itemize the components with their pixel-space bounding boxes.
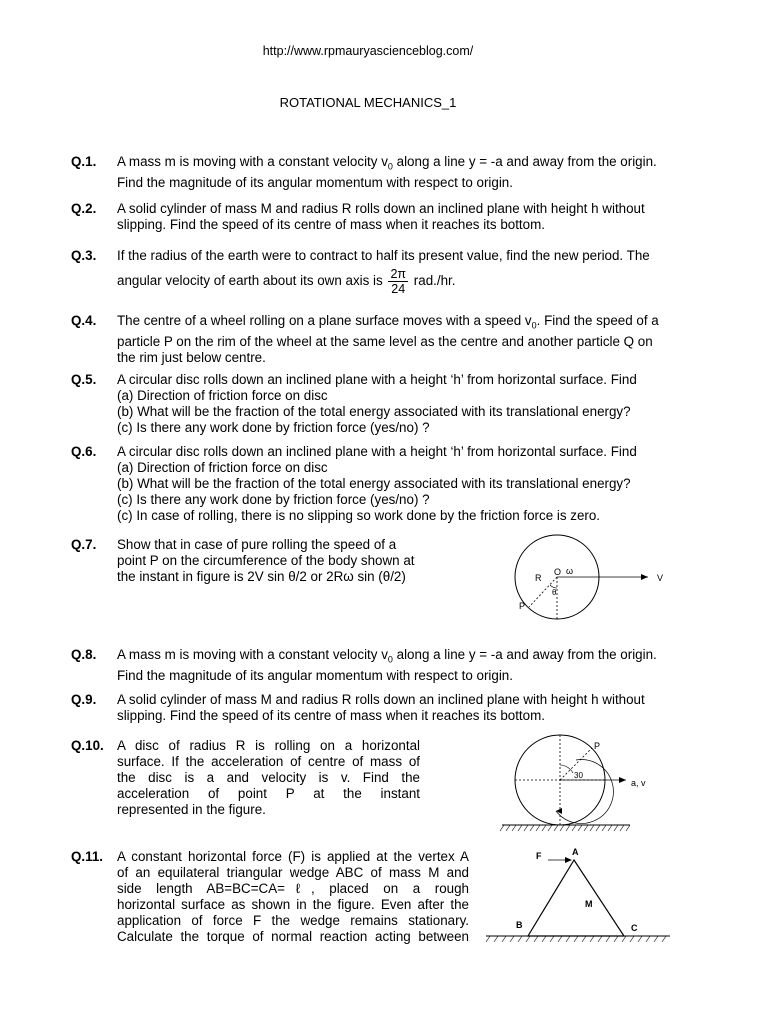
label-F: F: [536, 851, 542, 861]
question-text: [117, 537, 420, 585]
question-line: The centre of a wheel rolling on a plane surface moves with a speed $v_0$. Find the speed of a: [117, 313, 659, 331]
question-line: (a) Direction of friction force on disc: [117, 388, 328, 403]
label-C: C: [631, 923, 638, 933]
question-number: Q.3.: [71, 248, 97, 263]
question-line: (c) Is there any work done by friction force (yes/no) ?: [117, 492, 430, 507]
header-url: http://www.rpmauryascienceblog.com/: [262, 44, 474, 58]
question-line: A mass m is moving with a constant velocity $v_0$ along a line y = -a and away from the origin.: [117, 154, 657, 172]
label-theta: θ: [552, 588, 557, 597]
question-text: [117, 647, 699, 684]
question-line: Find the magnitude of its angular momentum with respect to origin.: [117, 667, 513, 683]
question-line: slipping. Find the speed of its centre of mass when it reaches its bottom.: [117, 217, 545, 232]
label-P: P: [594, 741, 601, 751]
disc-acceleration-figure: [498, 732, 658, 832]
label-O: O: [554, 567, 562, 577]
fraction: [388, 267, 408, 296]
question-line: Find the magnitude of its angular momentum with respect to origin.: [117, 174, 513, 190]
page-title: ROTATIONAL MECHANICS_1: [279, 95, 457, 110]
label-A: A: [572, 847, 579, 857]
question-number: Q.1.: [71, 154, 97, 169]
question-line: slipping. Find the speed of its centre of mass when it reaches its bottom.: [117, 708, 545, 723]
question-line: (c) In case of rolling, there is no slipping so work done by the friction force is zero.: [117, 508, 601, 523]
label-angle: 30: [574, 771, 583, 780]
question-text: [117, 849, 469, 945]
question-line: surface. If the acceleration of centre of mass of: [117, 754, 420, 769]
question-number: Q.10.: [71, 738, 104, 753]
question-number: Q.6.: [71, 444, 97, 459]
fraction-denominator: 24: [391, 282, 406, 296]
question-text: [117, 154, 699, 191]
question-line: A solid cylinder of mass M and radius R rolls down an inclined plane with height h without: [117, 692, 645, 707]
question-line: If the radius of the earth were to contract to half its present value, find the new period. The: [117, 248, 650, 263]
question-number: Q.9.: [71, 692, 97, 707]
question-line: (c) Is there any work done by friction force (yes/no) ?: [117, 420, 430, 435]
question-line: point P on the circumference of the body shown at: [117, 553, 415, 568]
question-number: Q.4.: [71, 313, 97, 328]
label-R: R: [535, 573, 542, 583]
question-line-part: rad./hr.: [413, 273, 456, 289]
question-line: [117, 267, 699, 296]
question-text: [117, 444, 699, 524]
question-line: A mass m is moving with a constant velocity $v_0$ along a line y = -a and away from the origin.: [117, 647, 657, 665]
question-number: Q.5.: [71, 372, 97, 387]
label-omega: ω: [566, 566, 574, 576]
question-line: side length AB=BC=CA=ℓ, placed on a rough: [117, 881, 469, 896]
wedge-figure: [484, 842, 674, 952]
label-acceleration-velocity: a, v: [631, 778, 646, 788]
question-line: horizontal surface as shown in the figure. Even after the: [117, 897, 469, 912]
question-number: Q.8.: [71, 647, 97, 662]
question-line: A circular disc rolls down an inclined plane with a height ‘h’ from horizontal surface. Find: [117, 444, 637, 459]
label-B: B: [516, 920, 523, 930]
question-text: [117, 738, 420, 818]
question-line: of an equilateral triangular wedge ABC of mass M and: [117, 865, 469, 880]
question-line: represented in the figure.: [117, 802, 266, 817]
question-text: [117, 692, 699, 724]
question-line: the instant in figure is 2V sin θ/2 or 2Rω sin (θ/2): [117, 569, 406, 584]
question-line: (a) Direction of friction force on disc: [117, 460, 328, 475]
label-P: P: [519, 601, 526, 611]
question-line: (b) What will be the fraction of the total energy associated with its translational energy?: [117, 404, 631, 419]
question-text: [117, 372, 699, 436]
label-M: M: [585, 899, 593, 909]
rolling-disc-figure: [500, 528, 680, 628]
label-V: V: [657, 573, 664, 583]
question-line: (b) What will be the fraction of the total energy associated with its translational energy?: [117, 476, 631, 491]
question-line: A disc of radius R is rolling on a horizontal: [117, 738, 420, 753]
question-line: acceleration of point P at the instant: [117, 786, 420, 801]
question-line: application of force F the wedge remains stationary.: [117, 913, 469, 928]
question-line: A solid cylinder of mass M and radius R rolls down an inclined plane with height h without: [117, 201, 645, 216]
question-line: A constant horizontal force (F) is applied at the vertex A: [117, 849, 469, 864]
question-number: Q.7.: [71, 537, 97, 552]
question-line: Calculate the torque of normal reaction acting between: [117, 929, 469, 944]
question-text: [117, 201, 699, 233]
question-text: [117, 248, 699, 296]
question-number: Q.11.: [71, 849, 104, 864]
question-line: the disc is a and velocity is v. Find the: [117, 770, 420, 785]
question-line: Show that in case of pure rolling the speed of a: [117, 537, 397, 552]
question-number: Q.2.: [71, 201, 97, 216]
fraction-numerator: 2π: [390, 267, 407, 281]
question-line: particle P on the rim of the wheel at the same level as the centre and another particle Q on: [117, 333, 653, 349]
question-line-part: angular velocity of earth about its own axis is: [117, 273, 383, 289]
question-text: [117, 313, 699, 366]
question-line: A circular disc rolls down an inclined plane with a height ‘h’ from horizontal surface. Find: [117, 372, 637, 387]
question-line: the rim just below centre.: [117, 349, 266, 365]
